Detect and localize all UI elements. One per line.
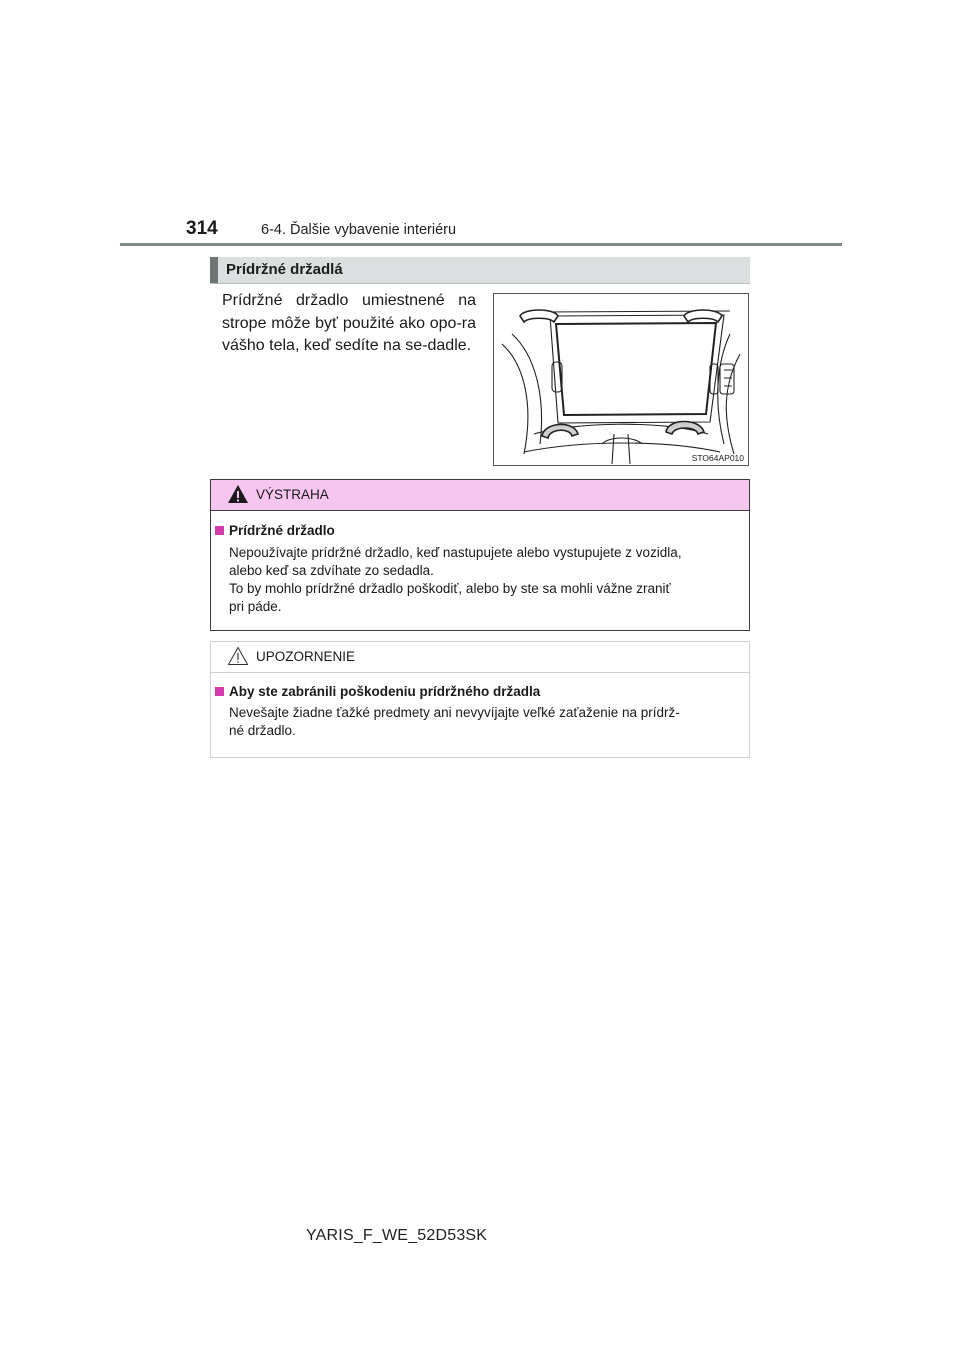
- caution-item-heading: [215, 684, 540, 699]
- caution-triangle-icon: [227, 646, 249, 666]
- section-title: 6-4. Ďalšie vybavenie interiéru: [261, 222, 457, 238]
- subheading-underline: [210, 283, 750, 284]
- caution-line: né držadlo.: [229, 723, 296, 738]
- document-code: YARIS_F_WE_52D53SK: [306, 1227, 488, 1244]
- illustration-code: STO64AP010: [691, 453, 744, 463]
- warning-item-text: [229, 544, 741, 616]
- warning-item-heading: [215, 523, 335, 538]
- warning-triangle-icon: [227, 484, 249, 504]
- warning-title: VÝSTRAHA: [256, 487, 329, 502]
- caution-item-text: [229, 704, 741, 740]
- caution-title: UPOZORNENIE: [256, 649, 356, 664]
- caution-line: Nevešajte žiadne ťažké predmety ani nevyvíjajte veľké zaťaženie na prídrž-: [229, 705, 680, 720]
- header-rule: [120, 243, 842, 246]
- warning-line: pri páde.: [229, 599, 282, 614]
- warning-line: To by mohlo prídržné držadlo poškodiť, alebo by ste sa mohli vážne zraniť: [229, 581, 671, 596]
- warning-item-title: Prídržné držadlo: [229, 523, 335, 538]
- warning-line: Nepoužívajte prídržné držadlo, keď nastupujete alebo vystupujete z vozidla,: [229, 545, 682, 560]
- subheading-title: Prídržné držadlá: [226, 261, 343, 278]
- body-paragraph: Prídržné držadlo umiestnené na strope môže byť použité ako opo-ra vášho tela, keď sedíte na se-dadle.: [222, 292, 476, 354]
- warning-box: [210, 479, 750, 631]
- car-interior-drawing: [494, 294, 748, 465]
- warning-line: alebo keď sa zdvíhate zo sedadla.: [229, 563, 434, 578]
- caution-header: [211, 642, 749, 673]
- bullet-square-icon: [215, 687, 224, 696]
- caution-box: [210, 641, 750, 758]
- warning-header: [211, 480, 749, 511]
- caution-item-title: Aby ste zabránili poškodeniu prídržného držadla: [229, 684, 541, 699]
- page-number: 314: [186, 218, 218, 239]
- subheading-accent: [210, 257, 218, 283]
- bullet-square-icon: [215, 526, 224, 535]
- ceiling-assist-grip-illustration: [493, 293, 749, 466]
